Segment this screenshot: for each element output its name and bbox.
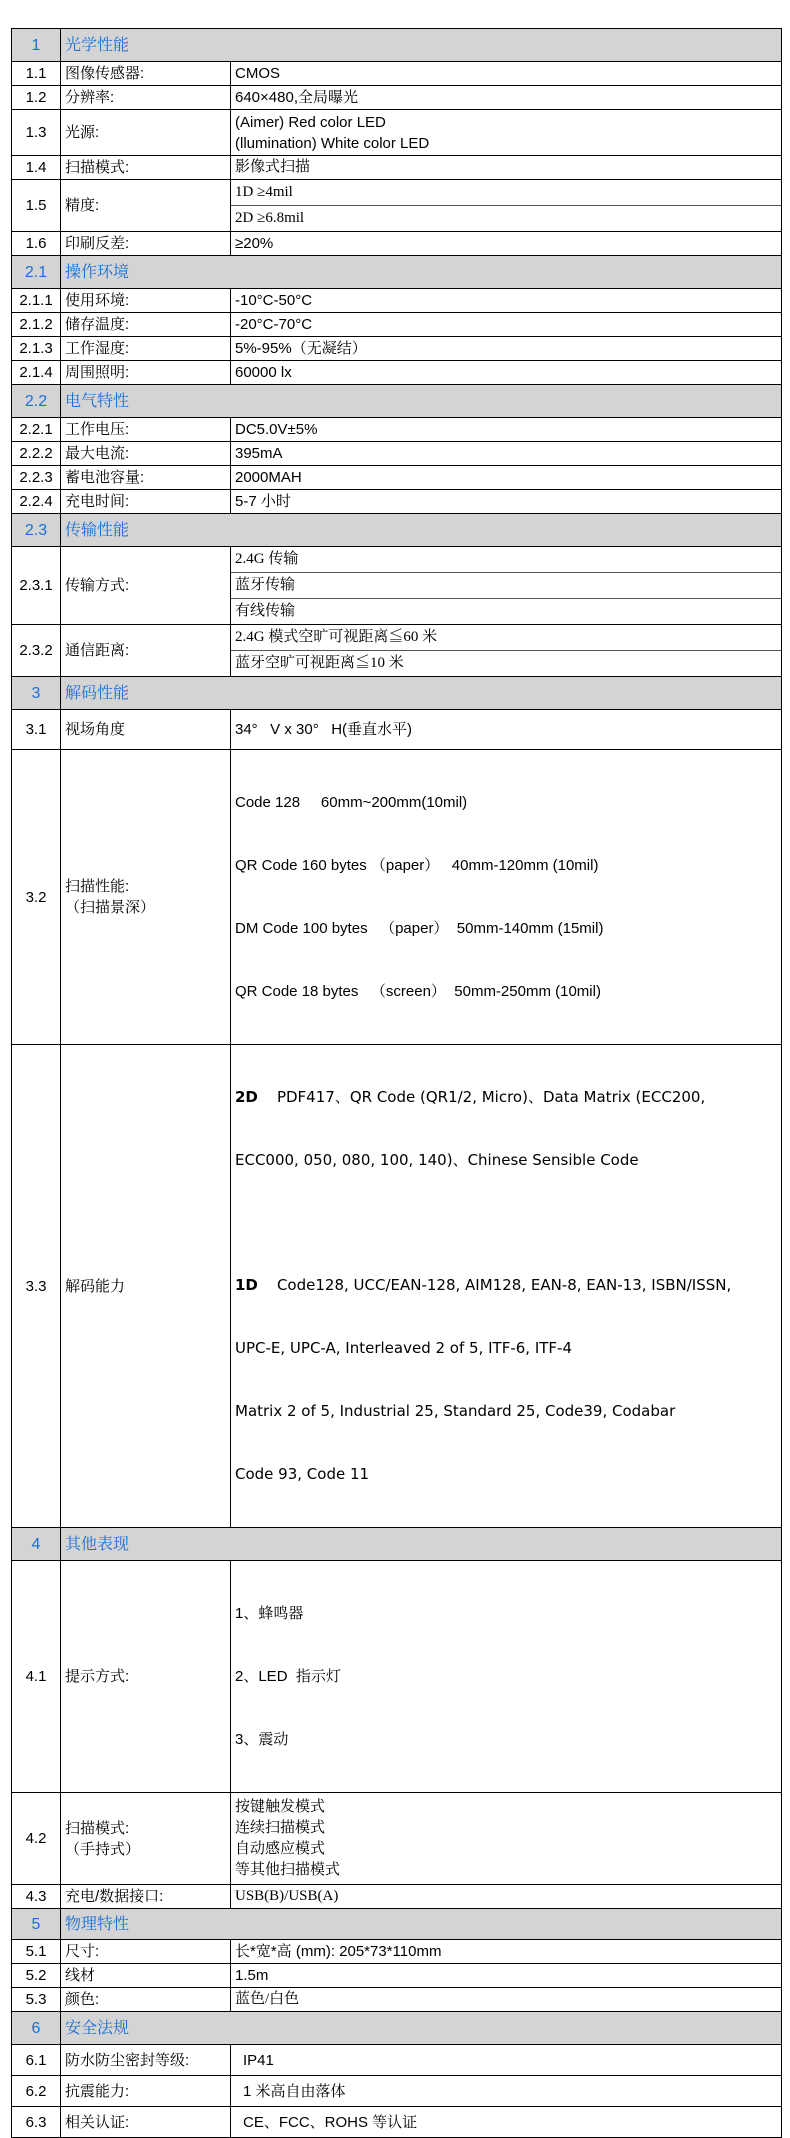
row-value: 蓝色/白色: [231, 1988, 782, 2012]
row-label: 最大电流:: [61, 442, 231, 466]
section-title: 电气特性: [61, 385, 782, 418]
row-number: 2.1.1: [12, 289, 61, 313]
section-header: [12, 29, 782, 62]
label-line: 扫描性能:: [65, 878, 130, 895]
section-number: 6: [12, 2012, 61, 2045]
value-line: 蓝牙传输: [231, 573, 781, 599]
spec-row: [12, 1964, 782, 1988]
spec-row: [12, 110, 782, 156]
spec-row: [12, 1988, 782, 2012]
value-line: 2.4G 传输: [231, 547, 781, 573]
section-title: 安全法规: [61, 2012, 782, 2045]
row-label: 线材: [61, 1964, 231, 1988]
spec-row: [12, 750, 782, 1045]
row-label: 视场角度: [61, 710, 231, 750]
value-line: 2D ≥6.8mil: [235, 210, 305, 226]
row-value: 2000MAH: [231, 466, 782, 490]
section-header: [12, 2012, 782, 2045]
value-line: Code 128 60mm~200mm(10mil): [235, 794, 468, 811]
section-title: 光学性能: [61, 29, 782, 62]
row-number: 3.3: [12, 1045, 61, 1528]
row-value: [231, 1793, 782, 1885]
value-line: (Aimer) Red color LED: [235, 113, 386, 131]
row-number: 5.1: [12, 1940, 61, 1964]
row-label: 充电时间:: [61, 490, 231, 514]
row-number: 4.1: [12, 1561, 61, 1793]
code-type-1d: 1D: [235, 1276, 258, 1294]
code-list-1d: Code128, UCC/EAN-128, AIM128, EAN-8, EAN-13, ISBN/ISSN,: [257, 1276, 732, 1294]
row-number: 2.1.2: [12, 313, 61, 337]
row-label: 使用环境:: [61, 289, 231, 313]
row-label: 提示方式:: [61, 1561, 231, 1793]
row-value: -10°C-50°C: [231, 289, 782, 313]
value-line: 自动感应模式: [235, 1840, 326, 1857]
section-header: [12, 385, 782, 418]
row-number: 1.2: [12, 86, 61, 110]
spec-row: [12, 180, 782, 232]
row-value: [231, 180, 782, 232]
label-line: （扫描景深）: [65, 899, 156, 916]
code-type-2d: 2D: [235, 1088, 258, 1106]
spec-row: [12, 337, 782, 361]
value-line: 1D ≥4mil: [231, 180, 781, 206]
section-header: [12, 677, 782, 710]
row-label: 抗震能力:: [61, 2076, 231, 2107]
row-number: 2.1.3: [12, 337, 61, 361]
spec-row: [12, 1885, 782, 1909]
row-value: [231, 625, 782, 677]
spec-row: [12, 1561, 782, 1793]
row-label: 图像传感器:: [61, 62, 231, 86]
value-line: [235, 1087, 777, 1108]
row-value: [231, 1045, 782, 1528]
row-value: 395mA: [231, 442, 782, 466]
spec-table: [11, 28, 782, 2138]
value-line: 按键触发模式: [235, 1798, 326, 1815]
row-label: 防水防尘密封等级:: [61, 2045, 231, 2076]
spec-row: [12, 2076, 782, 2107]
row-value: DC5.0V±5%: [231, 418, 782, 442]
value-line: (llumination) White color LED: [235, 134, 430, 152]
row-label: 光源:: [61, 110, 231, 156]
row-number: 4.3: [12, 1885, 61, 1909]
spec-row: [12, 1940, 782, 1964]
value-line: DM Code 100 bytes （paper） 50mm-140mm (15mil): [235, 920, 604, 937]
section-title: 解码性能: [61, 677, 782, 710]
value-line: [235, 1275, 777, 1296]
row-number: 2.2.3: [12, 466, 61, 490]
row-label: [61, 1793, 231, 1885]
value-line: 连续扫描模式: [235, 1819, 326, 1836]
row-number: 1.6: [12, 232, 61, 256]
row-number: 3.1: [12, 710, 61, 750]
row-value: ≥20%: [231, 232, 782, 256]
value-line: Matrix 2 of 5, Industrial 25, Standard 25, Code39, Codabar: [235, 1402, 676, 1420]
value-line: 1、蜂鸣器: [235, 1605, 304, 1622]
row-label: 分辨率:: [61, 86, 231, 110]
spec-row: [12, 442, 782, 466]
row-number: 1.4: [12, 156, 61, 180]
row-value: [231, 110, 782, 156]
spec-row: [12, 547, 782, 625]
row-number: 1.3: [12, 110, 61, 156]
row-number: 2.2.1: [12, 418, 61, 442]
row-value: IP41: [231, 2045, 782, 2076]
section-header: [12, 514, 782, 547]
section-number: 2.2: [12, 385, 61, 418]
row-label: 解码能力: [61, 1045, 231, 1528]
value-line: 蓝牙空旷可视距离≦10 米: [235, 655, 404, 671]
row-label: 扫描模式:: [61, 156, 231, 180]
row-value: 1.5m: [231, 1964, 782, 1988]
row-label: 尺寸:: [61, 1940, 231, 1964]
row-value: 影像式扫描: [231, 156, 782, 180]
row-value: 5%-95%（无凝结）: [231, 337, 782, 361]
spec-row: [12, 710, 782, 750]
row-number: 6.2: [12, 2076, 61, 2107]
row-label: 工作湿度:: [61, 337, 231, 361]
row-value: 长*宽*高 (mm): 205*73*110mm: [231, 1940, 782, 1964]
spec-row: [12, 62, 782, 86]
section-number: 2.3: [12, 514, 61, 547]
row-number: 2.3.2: [12, 625, 61, 677]
row-value: USB(B)/USB(A): [231, 1885, 782, 1909]
label-line: 扫描模式:: [65, 1819, 130, 1837]
spec-row: [12, 1045, 782, 1528]
row-label: 相关认证:: [61, 2107, 231, 2138]
row-label: 精度:: [61, 180, 231, 232]
row-number: 2.3.1: [12, 547, 61, 625]
spec-row: [12, 1793, 782, 1885]
label-line: （手持式）: [65, 1840, 141, 1858]
row-label: [61, 750, 231, 1045]
spec-row: [12, 418, 782, 442]
spec-row: [12, 2107, 782, 2138]
row-label: 储存温度:: [61, 313, 231, 337]
row-number: 6.3: [12, 2107, 61, 2138]
row-label: 蓄电池容量:: [61, 466, 231, 490]
row-label: 通信距离:: [61, 625, 231, 677]
row-label: 工作电压:: [61, 418, 231, 442]
row-value: 34° V x 30° H(垂直水平): [231, 710, 782, 750]
row-number: 4.2: [12, 1793, 61, 1885]
spec-row: [12, 289, 782, 313]
row-label: 周围照明:: [61, 361, 231, 385]
row-number: 5.2: [12, 1964, 61, 1988]
section-title: 物理特性: [61, 1909, 782, 1940]
row-value: 5-7 小时: [231, 490, 782, 514]
row-value: [231, 750, 782, 1045]
row-value: CE、FCC、ROHS 等认证: [231, 2107, 782, 2138]
section-number: 4: [12, 1528, 61, 1561]
row-number: 2.2.2: [12, 442, 61, 466]
row-label: 充电/数据接口:: [61, 1885, 231, 1909]
section-number: 5: [12, 1909, 61, 1940]
row-value: [231, 547, 782, 625]
row-value: 640×480,全局曝光: [231, 86, 782, 110]
row-value: -20°C-70°C: [231, 313, 782, 337]
value-line: 2、LED 指示灯: [235, 1668, 341, 1685]
spec-row: [12, 86, 782, 110]
section-number: 2.1: [12, 256, 61, 289]
spec-row: [12, 625, 782, 677]
value-line: 3、震动: [235, 1731, 289, 1748]
section-header: [12, 1528, 782, 1561]
spec-row: [12, 2045, 782, 2076]
spec-row: [12, 156, 782, 180]
section-title: 操作环境: [61, 256, 782, 289]
row-number: 6.1: [12, 2045, 61, 2076]
row-value: 60000 lx: [231, 361, 782, 385]
value-line: QR Code 18 bytes （screen） 50mm-250mm (10mil): [235, 983, 601, 1000]
value-line: 等其他扫描模式: [235, 1861, 341, 1878]
section-number: 3: [12, 677, 61, 710]
value-line: ECC000, 050, 080, 100, 140)、Chinese Sensible Code: [235, 1151, 639, 1169]
section-title: 其他表现: [61, 1528, 782, 1561]
spec-row: [12, 466, 782, 490]
value-line: UPC-E, UPC-A, Interleaved 2 of 5, ITF-6, ITF-4: [235, 1339, 572, 1357]
spec-row: [12, 490, 782, 514]
row-number: 2.2.4: [12, 490, 61, 514]
section-header: [12, 256, 782, 289]
row-value: [231, 1561, 782, 1793]
row-number: 3.2: [12, 750, 61, 1045]
row-label: 颜色:: [61, 1988, 231, 2012]
section-header: [12, 1909, 782, 1940]
spec-row: [12, 361, 782, 385]
spec-row: [12, 232, 782, 256]
row-number: 1.5: [12, 180, 61, 232]
value-line: 有线传输: [235, 603, 296, 619]
row-number: 5.3: [12, 1988, 61, 2012]
value-line: QR Code 160 bytes （paper） 40mm-120mm (10mil): [235, 857, 599, 874]
section-number: 1: [12, 29, 61, 62]
row-label: 传输方式:: [61, 547, 231, 625]
row-number: 1.1: [12, 62, 61, 86]
row-value: 1 米高自由落体: [231, 2076, 782, 2107]
code-list-2d: PDF417、QR Code (QR1/2, Micro)、Data Matrix (ECC200,: [257, 1088, 706, 1106]
row-value: CMOS: [231, 62, 782, 86]
row-label: 印刷反差:: [61, 232, 231, 256]
spec-row: [12, 313, 782, 337]
value-line: 2.4G 模式空旷可视距离≦60 米: [231, 625, 781, 651]
value-line: Code 93, Code 11: [235, 1465, 370, 1483]
row-number: 2.1.4: [12, 361, 61, 385]
section-title: 传输性能: [61, 514, 782, 547]
